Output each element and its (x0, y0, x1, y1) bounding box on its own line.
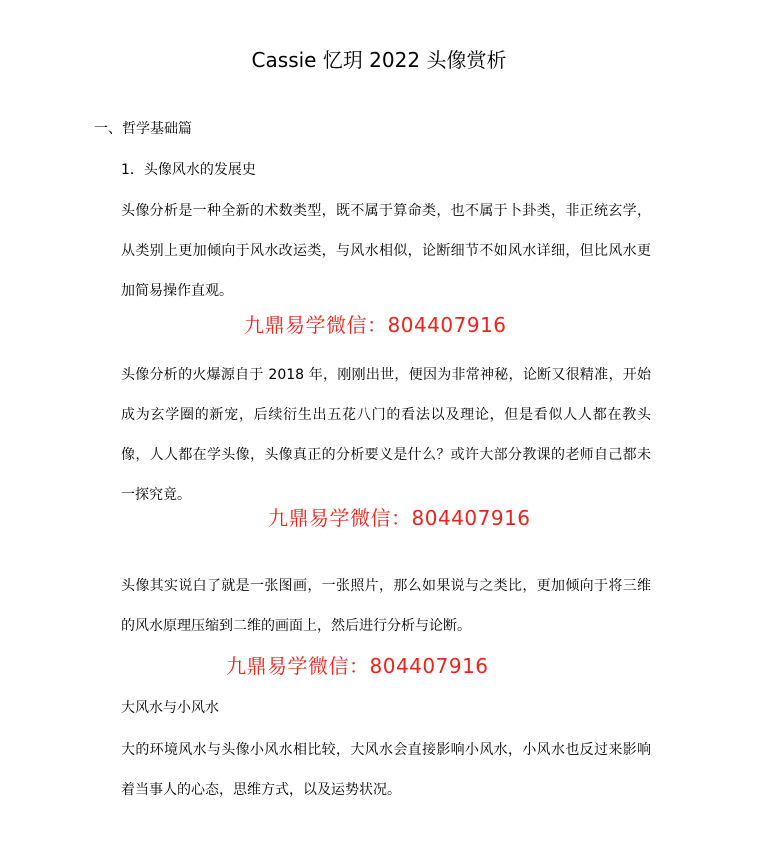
paragraph-3: 头像其实说白了就是一张图画，一张照片，那么如果说与之类比，更加倾向于将三维的风水原理压缩到二维的画面上，然后进行分析与论断。 (121, 578, 651, 634)
watermark-text-3: 九鼎易学微信：804407916 (226, 654, 489, 678)
paragraph-2: 头像分析的火爆源自于 2018 年，刚刚出世，便因为非常神秘，论断又很精准，开始成为玄学圈的新宠，后续衍生出五花八门的看法以及理论，但是看似人人都在教头像，人人都在学头像，头像真正的分析要义是什么？或许大部分教课的老师自己都未一探究竟。 (121, 367, 651, 503)
paragraph-1: 头像分析是一种全新的术数类型，既不属于算命类，也不属于卜卦类，非正统玄学，从类别上更加倾向于风水改运类，与风水相似，论断细节不如风水详细，但比风水更加简易操作直观。 (121, 203, 651, 299)
subsection-heading: 1．头像风水的发展史 (121, 162, 256, 178)
document-title: Cassie 忆玥 2022 头像赏析 (251, 48, 507, 72)
section-heading: 一、哲学基础篇 (94, 121, 192, 137)
sub-heading: 大风水与小风水 (121, 700, 219, 716)
watermark-text-1: 九鼎易学微信：804407916 (244, 313, 507, 337)
watermark-text-2: 九鼎易学微信：804407916 (268, 506, 531, 530)
paragraph-4: 大的环境风水与头像小风水相比较，大风水会直接影响小风水，小风水也反过来影响着当事人的心态，思维方式，以及运势状况。 (121, 742, 651, 798)
